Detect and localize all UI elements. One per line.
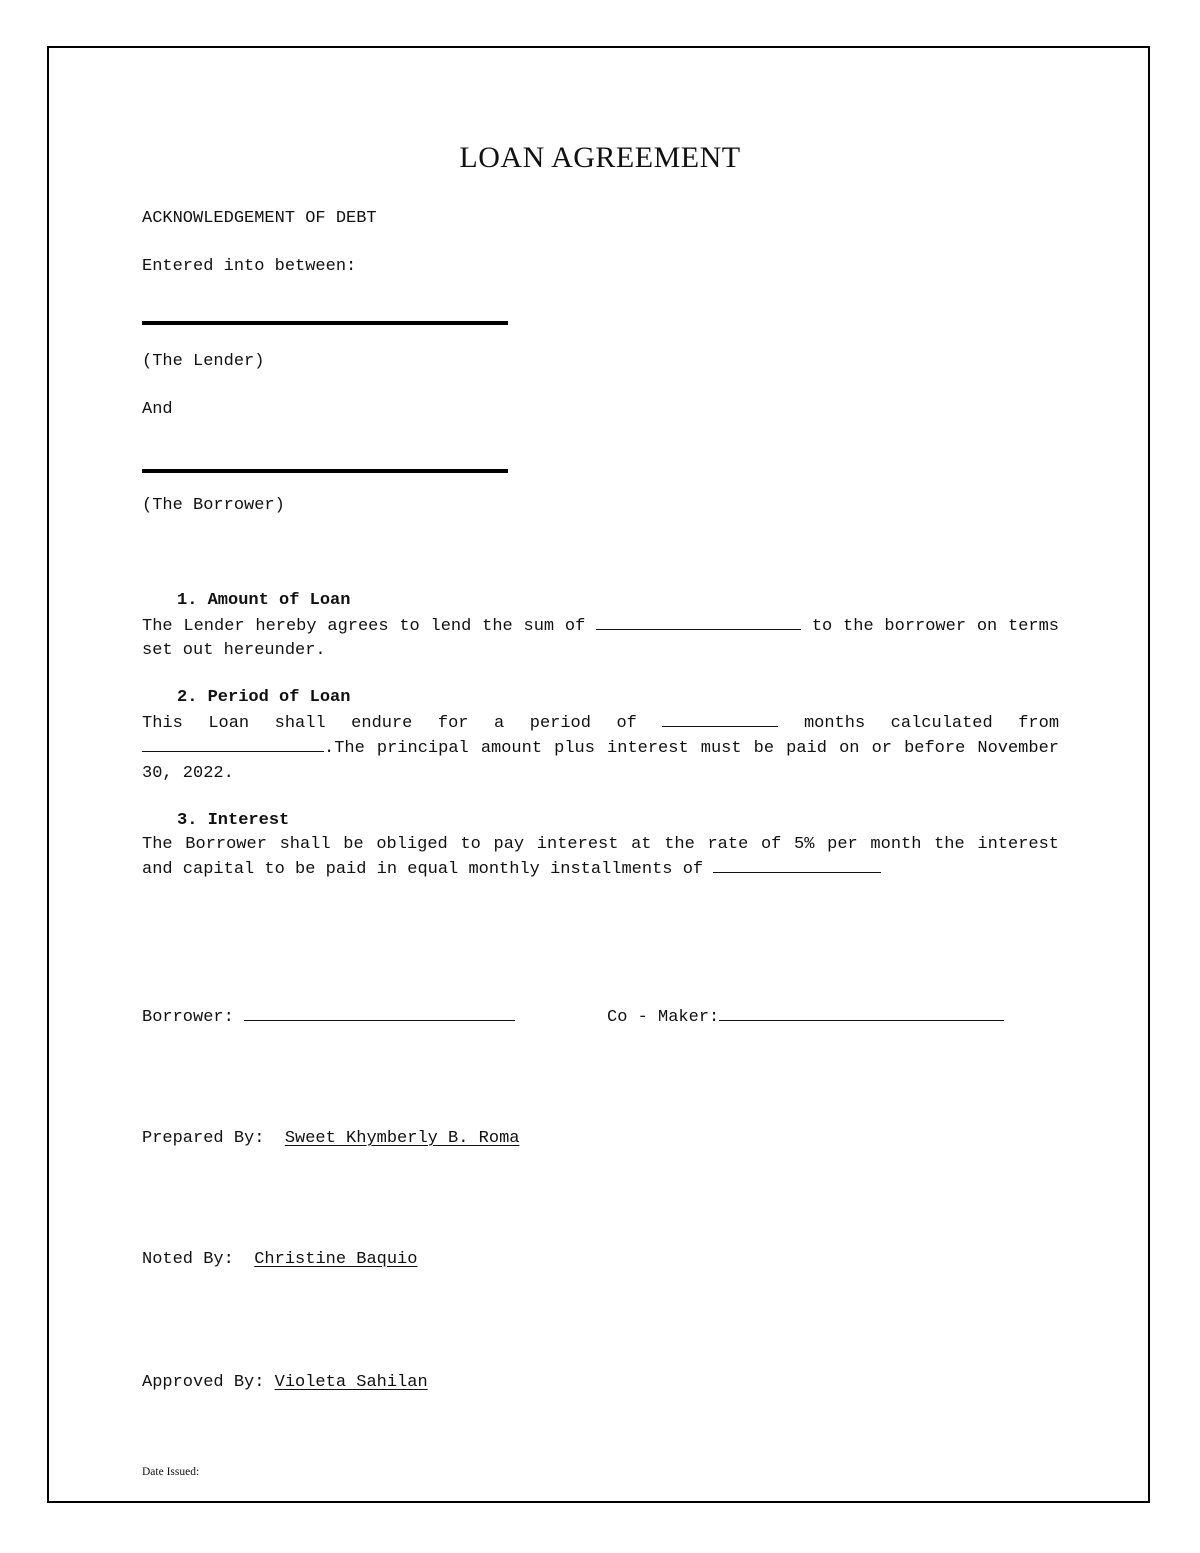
approved-by-label: Approved By: (142, 1373, 265, 1392)
loan-amount-blank (596, 614, 801, 630)
borrower-signature-label: Borrower: (142, 1008, 234, 1027)
and-label: And (142, 400, 173, 419)
section-period-text-3: .The principal amount plus interest must be paid on or before November 30, 2022. (142, 739, 1059, 783)
noted-by-name: Christine Baquio (254, 1250, 418, 1269)
noted-by-row (142, 1248, 417, 1272)
section-heading-interest: 3. Interest (177, 811, 290, 830)
period-months-blank (662, 711, 778, 727)
noted-by-label: Noted By: (142, 1250, 234, 1269)
section-amount-text-1: The Lender hereby agrees to lend the sum of (142, 617, 586, 636)
section-amount-text-2: to the borrower on terms set out hereunder. (142, 617, 1060, 661)
section-period-paragraph (142, 711, 1059, 786)
borrower-signature-line (244, 1004, 515, 1021)
borrower-name-line (142, 469, 508, 473)
section-interest-text-1: The Borrower shall be obliged to pay interest at the rate of 5% per month the interest and capital to be paid in equal monthly installments of (142, 835, 1059, 880)
lender-label: (The Lender) (142, 352, 265, 371)
document-subtitle: ACKNOWLEDGEMENT OF DEBT (142, 209, 377, 228)
approved-by-row (142, 1371, 428, 1395)
prepared-by-name: Sweet Khymberly B. Roma (284, 1129, 520, 1148)
section-period-text-1: This Loan shall endure for a period of (142, 714, 637, 733)
approved-by-name: Violeta Sahilan (274, 1373, 428, 1392)
date-issued-label: Date Issued: (142, 1466, 200, 1478)
prepared-by-row (142, 1127, 519, 1151)
section-heading-amount: 1. Amount of Loan (177, 591, 351, 610)
section-interest-paragraph (142, 833, 1059, 883)
borrower-signature-row (142, 1004, 515, 1030)
period-start-date-blank (142, 736, 324, 752)
section-heading-period: 2. Period of Loan (177, 688, 351, 707)
comaker-signature-label: Co - Maker: (607, 1008, 720, 1027)
prepared-by-label: Prepared By: (142, 1129, 265, 1148)
borrower-party-label: (The Borrower) (142, 496, 285, 515)
document-title: LOAN AGREEMENT (459, 141, 741, 174)
lender-name-line (142, 321, 508, 325)
section-amount-paragraph (142, 614, 1059, 664)
section-period-text-2: months calculated from (803, 714, 1060, 733)
comaker-signature-row (607, 1004, 1004, 1030)
installment-amount-blank (713, 857, 881, 873)
intro-text: Entered into between: (142, 257, 357, 276)
comaker-signature-line (719, 1004, 1004, 1021)
